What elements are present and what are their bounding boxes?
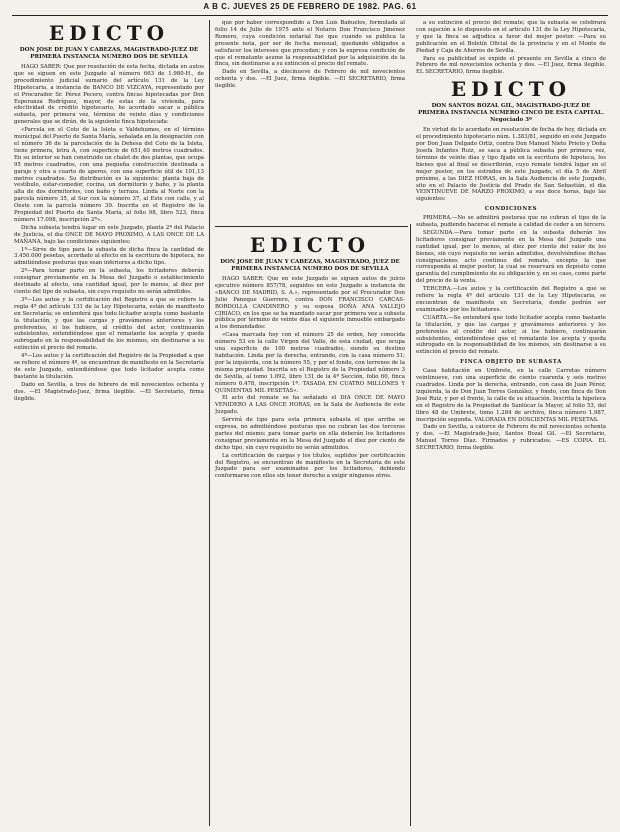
edicto-heading: DON JOSE DE JUAN Y CABEZAS, MAGISTRADO, JUEZ DE PRIMERA INSTANCIA NUMERO DOS DE SEVILLA	[220, 259, 400, 272]
paragraph: 2ª—Para tomar parte en la subasta, los licitadores deberán consignar previamente en la Mesa del Juzgado o establecimiento destinado al efecto, una cantidad igual, por lo menos, al diez por ciento del tipo de subasta, sin cuyo requisito no serán admitidos.	[14, 268, 204, 295]
paragraph: SEGUNDA.—Para tomar parte en la subasta deberán los licitadores consignar previamente en la Mesa del Juzgado una cantidad igual, por lo menos, al diez por ciento del valor de los bienes, sin cuyo requisito no serán admitidos, devolviéndose dichas consignaciones acto continuo del remate, excepto la que corresponda al mejor postor, la cual se reservará en depósito como garantía del cumplimiento de su obligación y, en su caso, como parte del precio de la venta.	[416, 229, 606, 285]
paragraph: El acto del remate se ha señalado el DIA ONCE DE MAYO VENIDERO A LAS ONCE HORAS, en la Sala de Audiencia de este Juzgado.	[215, 395, 405, 416]
page-header: A B C. JUEVES 25 DE FEBRERO DE 1982. PAG. 61	[203, 2, 417, 11]
edicto-heading: DON JOSE DE JUAN Y CABEZAS, MAGISTRADO-JUEZ DE PRIMERA INSTANCIA NUMERO DOS DE SEVILLA	[19, 47, 199, 60]
column-separator-1	[209, 20, 210, 826]
paragraph: La certificación de cargas y los títulos, suplidos por certificación del Registro, se encuentran de manifiesto en la Secretaría de este Juzgado para ser examinados por los licitadores, debiendo conformarse con ellos sin tener derecho a exigir ningunos otros.	[215, 452, 405, 480]
column-3	[416, 20, 606, 826]
header-rule	[12, 15, 608, 16]
column-1	[14, 20, 204, 826]
paragraph: Dado en Sevilla, a tres de febrero de mil novecientos ochenta y dos. —El Magistrado-Juez, firma ilegible. —El Secretario, firma ilegible.	[14, 381, 204, 402]
paragraph: En virtud de lo acordado en resolución de fecha de hoy, dictada en el procedimiento hipotecario núm. 1.383/81, seguido en este Juzgado por Don Juan Delgado Ortiz, contra Don Manuel Nieto Prieto y Doña Josefa Infantes Ruiz, se saca a pública subasta por primera vez, término de veinte días y tipo fijado en la escritura de hipoteca, los bienes que al final se describirán, cuyo remate tendrá lugar en el mejor postor, en los estrados de este Juzgado, el día 5 de Abril próximo, a las DIEZ HORAS, en la Sala Audiencia de este Juzgado, sito en el Palacio de Justicia del Prado de San Sebastián, el día VEINTINUEVE DE MARZO PROXIMO, a sus doce horas, bajo las siguientes:	[416, 127, 606, 203]
edicto-title: EDICTO	[450, 77, 572, 102]
edicto-title: EDICTO	[48, 21, 170, 45]
conditions-title: CONDICIONES	[484, 206, 538, 213]
paragraph: HAGO SABER: Que en este Juzgado se siguen autos de juicio ejecutivo número 857/78, seguidos en este Juzgado a instancia de «BANCO DE MADRID, S. A.», representado por el Procurador Don Julio Paneque Guerrero, contra DON FRANCISCO CARCAS-BORDOLLA CANDINERO y su esposa DOÑA ANA VALLEJO CIRIACO, en los que se ha mandado sacar por primera vez a subasta pública por término de veinte días el siguiente inmueble embargado a los demandados:	[215, 276, 405, 331]
paragraph: «Casa marcada hoy con el número 25 de orden, hoy conocida número 53 en la calle Virgen del Valle, de esta ciudad, que ocupa una superficie de 100 metros cuadrados, siendo su destino habitación. Linda por la derecha, entrando, con la casa número 51; por la izquierda, con la número 55, y por el fondo, con terrenos de la misma propiedad. Inscrita en el Registro de la Propiedad número 3 de Sevilla, al tomo 1.092, libro 131 de la 4ª Sección, folio 60, finca número 6.478, inscripción 1ª. TASADA EN CUATRO MILLONES Y QUINIENTAS MIL PESETAS».	[215, 332, 405, 394]
paragraph: Dicha subasta tendrá lugar en este Juzgado, planta 2ª del Palacio de Justicia, el día ONCE DE MAYO PROXIMO, A LAS ONCE DE LA MAÑANA, bajo las condiciones siguientes:	[14, 224, 204, 245]
paragraph: «Parcela en el Coto de la Isleta o Valdehumos, en el término municipal del Puerto de Santa María, señalada en la designación con el número 36 de la parcelación de la Dehesa del Coto de la Isleta, tiene primera, letra A, con superficie de 651,40 metros cuadrados. En su interior se han construido un chalet de dos plantas, que ocupa 95 metros cuadrados, con una pequeña construcción destinada a garaje y otra a cuarto de aperos, con una superficie útil de 101,13 metros cuadrados. Su distribución es la siguiente: planta baja de vestíbulo, estar-comedor, cocina, un dormitorio y baño, y la planta alta de dos dormitorios, con baño y terraza. Linda al Norte con la parcela número 35, al Sur con la número 37, al Este con calle, y al Oeste con la parcela número 39. Inscrita en el Registro de la Propiedad del Puerto de Santa María, al folio 98, libro 523, finca número 17.098, inscripción 2ª».	[14, 127, 204, 223]
paragraph: Servirá de tipo para esta primera subasta el que arriba se expresa, no admitiéndose posturas que no cubran las dos terceras partes del mismo; para tomar parte en ella deberán los licitadores consignar previamente en la Mesa del Juzgado el diez por ciento de dicho tipo, sin cuyo requisito no serán admitidos.	[215, 417, 405, 451]
paragraph: Dado en Sevilla, a catorce de Febrero de mil novecientos ochenta y dos. —El Magistrado-Juez, Santos Bozal Gil. —El Secretario, Manuel Torres Díaz. Firmados y rubricados. —ES COPIA. EL SECRETARIO, firma ilegible.	[416, 424, 606, 452]
paragraph: a su extinción el precio del remate; que la subasta se celebrará con sujeción a lo dispuesto en el artículo 131 de la Ley Hipotecaria, y que la finca se adjudica a favor del mejor postor. —Para su publicación en el Boletín Oficial de la provincia y en el Monte de Piedad y Caja de Ahorros de Sevilla.	[416, 20, 606, 54]
paragraph: Dado en Sevilla, a diecinueve de Febrero de mil novecientos ochenta y dos. —El Juez, firma ilegible. —El SECRETARIO, firma ilegible.	[215, 69, 405, 90]
column-separator-2	[410, 224, 411, 826]
edicto-title: EDICTO	[249, 233, 371, 257]
paragraph: 4ª—Los autos y la certificación del Registro de la Propiedad a que se refiere el número 4º, se encuentran de manifiesto en la Secretaría de este Juzgado, entendiéndose que todo licitador acepta como bastante la titulación.	[14, 353, 204, 380]
paragraph: PRIMERA.—No se admitirá posturas que no cubran el tipo de la subasta, pudiendo hacerse el remate a calidad de ceder a un tercero.	[416, 215, 606, 229]
paragraph: que por haber correspondido a Don Luis Bañuelos, formulada al folio 14 de Julio de 1975 ante el Notario Don Francisco Jiménez Romero, cuya condición notarial fue que cuando se publica la presente nota, por ser de fecha mensual, quedando obligados a satisfacer los intereses que procedan; y con la expresa condición de que el rematante asume la responsabilidad por la adquisición de la finca, sin destinarse a su extinción el precio del remate.	[215, 20, 405, 68]
finca-title: FINCA OBJETO DE SUBASTA	[460, 359, 562, 366]
paragraph: Casa habitación en Umbrete, en la calle Carretas número veintinueve, con una superficie de ciento cuarenta y seis metros cuadrados. Linda por la derecha, entrando, con casa de Juan Pérez; izquierda, la de Don Juan Torres González, y fondo, con finca de Don José Ruiz, y por el frente, la calle de su situación. Inscrita la hipoteca en el Registro de la Propiedad de Sanlúcar la Mayor, al folio 53, del libro 48 de Umbrete, tomo 1.284 de archivo, finca número 1.987, inscripción segunda. VALORADA EN DOSCIENTAS MIL PESETAS.	[416, 368, 606, 423]
section-separator	[215, 226, 408, 227]
paragraph: CUARTA.—Se entenderá que todo licitador acepta como bastante la titulación, y que las cargas y gravámenes anteriores y los preferentes al crédito del actor, si los hubiere, continuarán subsistentes, entendiéndose que el rematante los acepta y queda subrogado en la responsabilidad de los mismos, sin destinarse a su extinción el precio del remate.	[416, 314, 606, 356]
paragraph: 3ª—Los autos y la certificación del Registro a que se refiere la regla 4ª del artículo 131 de la Ley Hipotecaria, están de manifiesto en Secretaría; se entenderá que todo licitador acepta como bastante la titulación, y que las cargas y gravámenes anteriores y los preferentes, si los hubiere, al crédito del actor, continuarán subsistentes, entendiéndose que el rematante los acepta y queda subrogado en la responsabilidad de los mismos, sin destinarse a su extinción el precio del remate.	[14, 296, 204, 352]
edicto-heading: DON SANTOS BOZAL GIL, MAGISTRADO-JUEZ DE PRIMERA INSTANCIA NUMERO CINCO DE ESTA CAPITAL. Negociado 3º	[418, 103, 604, 124]
paragraph: TERCERA.—Los autos y la certificación del Registro a que se refiere la regla 4ª del artículo 131 de la Ley Hipotecaria, se encuentran de manifiesto en Secretaría, donde podrán ser examinados por los licitadores.	[416, 286, 606, 313]
paragraph: HAGO SABER: Que por resolución de esta fecha, dictada en autos que se siguen en este Juzgado al número 663 de 1.980-H., de procedimiento judicial sumario del artículo 131 de la Ley Hipotecaria, a instancia de BANCO DE VIZCAYA, representado por el Procurador Sr. Pérez Pecero, contra fincas hipotecadas por Don Esperanza Rodríguez, mayor, de estas de la vivienda, para efectividad de crédito hipotecario, he acordado sacar a pública subasta, por primera vez, término de veinte días y condiciones generales que se dirán, de la siguiente finca hipotecada:	[14, 64, 204, 126]
column-2-upper	[215, 20, 405, 220]
paragraph: Para su publicidad se expide el presente en Sevilla a cinco de Febrero de mil novecientos ochenta y dos. —El Juez, firma ilegible. EL SECRETARIO, firma ilegible.	[416, 55, 606, 76]
column-2-lower	[215, 232, 405, 826]
paragraph: 1ª—Sirve de tipo para la subasta de dicha finca la cantidad de 3.450.000 pesetas, acordado al efecto en la escritura de hipoteca, no admitiéndose posturas que sean inferiores a dicho tipo.	[14, 246, 204, 267]
